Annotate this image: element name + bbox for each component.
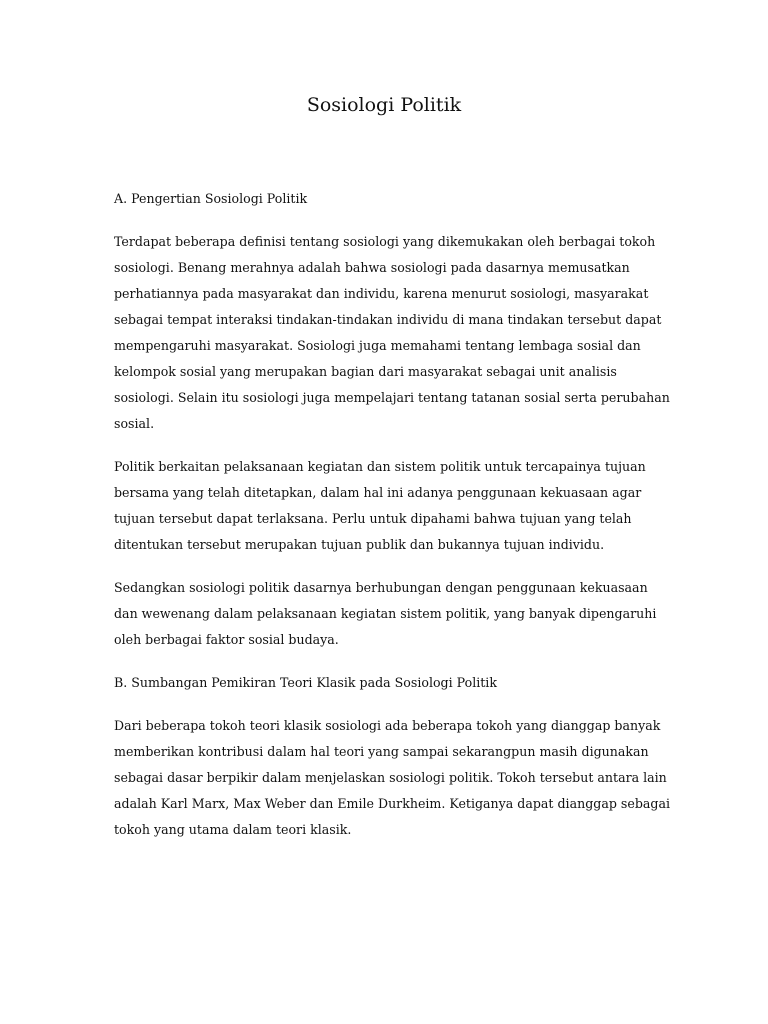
document-title: Sosiologi Politik: [306, 94, 462, 116]
section-a-paragraph-1: Terdapat beberapa definisi tentang sosiologi yang dikemukakan oleh berbagai tokoh sosiologi. Benang merahnya adalah bahwa sosiologi pada dasarnya memusatkan perhatiannya pada masyarakat dan individu, karena menurut sosiologi, masyarakat sebagai tempat interaksi tindakan-tindakan individu di mana tindakan tersebut dapat mempengaruhi masyarakat. Sosiologi juga memahami tentang lembaga sosial dan kelompok sosial yang merupakan bagian dari masyarakat sebagai unit analisis sosiologi. Selain itu sosiologi juga mempelajari tentang tatanan sosial serta perubahan sosial.: [114, 234, 670, 431]
section-a-paragraph-2: Politik berkaitan pelaksanaan kegiatan dan sistem politik untuk tercapainya tujuan bersama yang telah ditetapkan, dalam hal ini adanya penggunaan kekuasaan agar tujuan tersebut dapat terlaksana. Perlu untuk dipahami bahwa tujuan yang telah ditentukan tersebut merupakan tujuan publik dan bukannya tujuan individu.: [114, 459, 646, 552]
section-a-paragraph-3: Sedangkan sosiologi politik dasarnya berhubungan dengan penggunaan kekuasaan dan wewenang dalam pelaksanaan kegiatan sistem politik, yang banyak dipengaruhi oleh berbagai faktor sosial budaya.: [114, 580, 657, 647]
section-a-heading: A. Pengertian Sosiologi Politik: [114, 191, 308, 206]
section-b-paragraph-1: Dari beberapa tokoh teori klasik sosiologi ada beberapa tokoh yang dianggap banyak memberikan kontribusi dalam hal teori yang sampai sekarangpun masih digunakan sebagai dasar berpikir dalam menjelaskan sosiologi politik. Tokoh tersebut antara lain adalah Karl Marx, Max Weber dan Emile Durkheim. Ketiganya dapat dianggap sebagai tokoh yang utama dalam teori klasik.: [114, 718, 670, 837]
document-body: [114, 186, 674, 860]
section-b-heading: B. Sumbangan Pemikiran Teori Klasik pada Sosiologi Politik: [114, 675, 497, 690]
